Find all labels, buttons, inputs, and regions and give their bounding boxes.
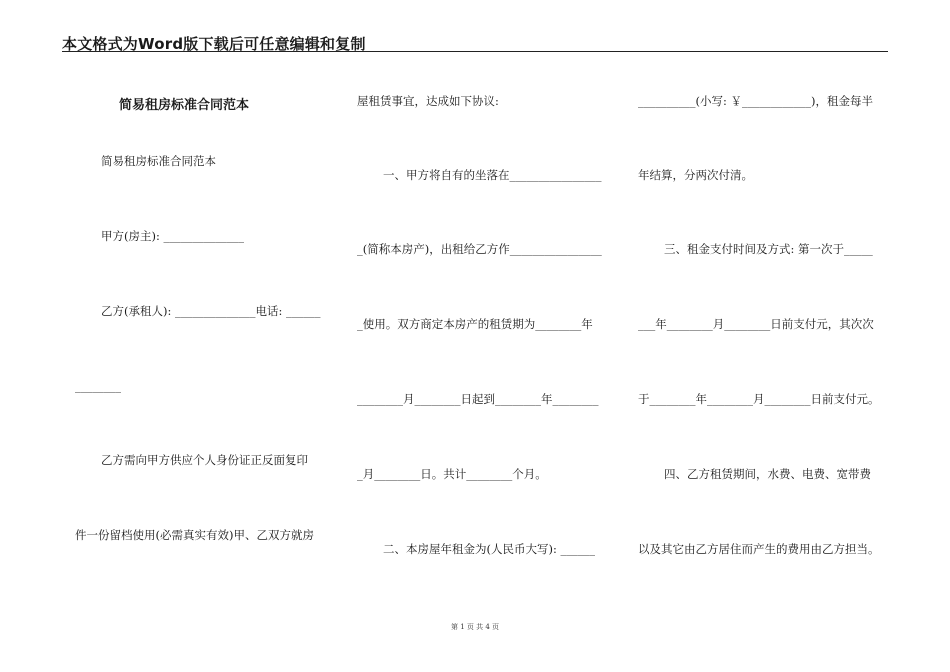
paragraph-line: 屋租赁事宜，达成如下协议: xyxy=(357,94,499,108)
paragraph-line: 年结算，分两次付清。 xyxy=(638,168,753,182)
paragraph-line: 简易租房标准合同范本 xyxy=(101,154,216,168)
paragraph-line: _使用。双方商定本房产的租赁期为________年 xyxy=(357,317,593,331)
paragraph-line: ___年________月________日前支付元，其次次 xyxy=(638,317,874,331)
paragraph-line: 乙方(承租人): ______________电话: ______ xyxy=(101,304,321,318)
paragraph-line: _月________日。共计________个月。 xyxy=(357,467,547,481)
paragraph-line: 一、甲方将自有的坐落在________________ xyxy=(383,168,602,182)
paragraph-line: 件一份留档使用(必需真实有效)甲、乙双方就房 xyxy=(75,528,314,542)
column-3 xyxy=(638,0,888,620)
paragraph-line: 二、本房屋年租金为(人民币大写): ______ xyxy=(383,542,596,556)
document-title: 简易租房标准合同范本 xyxy=(119,98,250,113)
paragraph-line: 四、乙方租赁期间，水费、电费、宽带费 xyxy=(664,467,871,481)
paragraph-line: ________月________日起到________年________ xyxy=(357,392,599,406)
paragraph-line: 甲方(房主): ______________ xyxy=(101,229,245,243)
header-title: 本文格式为Word版下载后可任意编辑和复制 xyxy=(62,35,366,53)
column-1 xyxy=(75,0,330,620)
paragraph-line: 乙方需向甲方供应个人身份证正反面复印 xyxy=(101,453,308,467)
paragraph-line: _(简称本房产)，出租给乙方作________________ xyxy=(357,242,602,256)
paragraph-line: 于________年________月________日前支付元。 xyxy=(638,392,880,406)
column-2 xyxy=(357,0,607,620)
paragraph-line: 三、租金支付时间及方式: 第一次于_____ xyxy=(664,242,873,256)
paragraph-line: __________(小写: ￥____________)，租金每半 xyxy=(638,94,874,108)
page-number: 第 1 页 共 4 页 xyxy=(450,623,500,631)
paragraph-line: 以及其它由乙方居住而产生的费用由乙方担当。 xyxy=(638,542,880,556)
paragraph-line: ________ xyxy=(75,379,121,393)
